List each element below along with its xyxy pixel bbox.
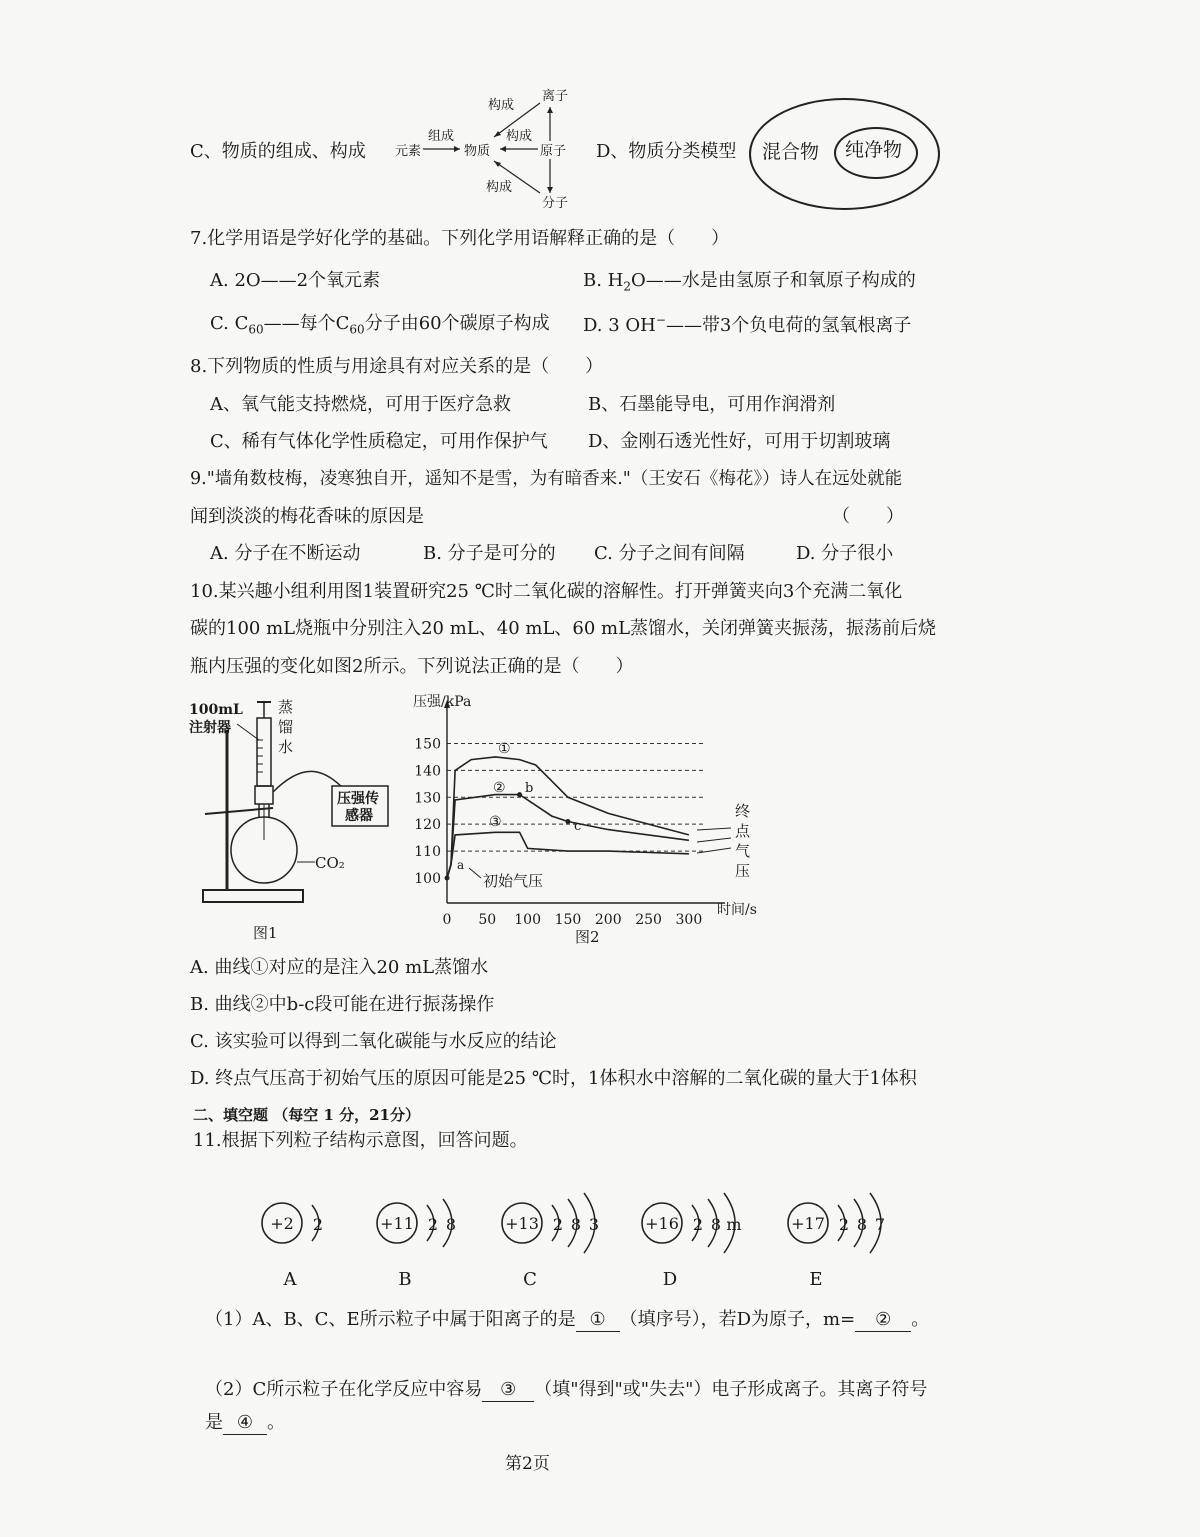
molecule-node: 分子 <box>542 196 569 211</box>
water-label-3: 水 <box>278 738 294 756</box>
electron-count: 2 <box>427 1215 439 1234</box>
q7-option-d: D. 3 OH−——带3个负电荷的氢氧根离子 <box>583 313 912 336</box>
q7-option-c: C. $C_{60}——$每个$C_{60}$分子由60个碳原子构成 <box>210 313 550 337</box>
q10-option-d: D. 终点气压高于初始气压的原因可能是25 ℃时，1体积水中溶解的二氧化碳的量大于1体积 <box>190 1068 917 1089</box>
q11-part1: （1）A、B、C、E所示粒子中属于阳离子的是 ① （填序号），若D为原子，m= ② 。 <box>205 1309 930 1330</box>
y-axis-label: 压强/kPa <box>413 694 472 710</box>
atom-diagram-B <box>377 1199 456 1290</box>
electron-count: 2 <box>838 1215 850 1234</box>
q9-option-d: D. 分子很小 <box>796 543 894 564</box>
q8-option-c: C、稀有气体化学性质稳定，可用作保护气 <box>210 431 548 452</box>
endpoint-label-1: 终 <box>735 802 751 820</box>
q7-option-b: B. $H_2O——$水是由氢原子和氧原子构成的 <box>583 270 916 294</box>
figure-2-caption: 图2 <box>575 928 600 946</box>
x-tick-label: 300 <box>675 912 703 928</box>
q11-stem: 11.根据下列粒子结构示意图，回答问题。 <box>193 1130 528 1151</box>
x-tick-label: 150 <box>554 912 582 928</box>
series-line-1 <box>447 757 689 878</box>
q9-option-b: B. 分子是可分的 <box>423 543 556 564</box>
construct-top-label: 构成 <box>488 98 515 113</box>
atom-diagram-E <box>788 1193 885 1290</box>
substance-node: 物质 <box>464 144 491 159</box>
curve-3-marker: ③ <box>489 814 502 830</box>
atom-diagram-C <box>502 1193 599 1290</box>
compose-label: 组成 <box>428 129 455 144</box>
x-tick-label: 200 <box>594 912 622 928</box>
figure-2-pressure-chart <box>405 688 785 948</box>
nucleus-charge: +11 <box>380 1214 414 1233</box>
q8-option-b: B、石墨能导电，可用作润滑剂 <box>588 394 836 415</box>
point-b-label: b <box>525 781 534 796</box>
point-a-marker <box>445 876 450 881</box>
answer-blank-2[interactable]: ② <box>855 1309 911 1332</box>
electron-count: 8 <box>710 1215 722 1234</box>
atom-node: 原子 <box>540 144 567 159</box>
q9-answer-paren: （ ） <box>832 506 904 527</box>
q7-stem: 7.化学用语是学好化学的基础。下列化学用语解释正确的是（ ） <box>190 228 730 249</box>
x-tick-label: 50 <box>478 912 497 928</box>
electron-count: 8 <box>570 1215 582 1234</box>
sensor-label-2: 感器 <box>345 808 373 824</box>
composition-diagram <box>390 85 590 215</box>
co2-label: CO₂ <box>315 854 345 872</box>
element-node: 元素 <box>395 144 422 159</box>
construct-bot-label: 构成 <box>486 180 513 195</box>
construct-mid-label: 构成 <box>506 129 533 144</box>
section-2-title: 二、填空题 （每空 1 分，21分） <box>193 1106 420 1124</box>
electron-count: 2 <box>552 1215 564 1234</box>
q8-option-a: A、氧气能支持燃烧，可用于医疗急救 <box>210 394 511 415</box>
q6-option-c-label: C、物质的组成、构成 <box>190 141 366 162</box>
q10-option-c: C. 该实验可以得到二氧化碳能与水反应的结论 <box>190 1031 557 1052</box>
endpoint-label-4: 压 <box>735 862 751 880</box>
figure-1-caption: 图1 <box>253 924 278 942</box>
q9-option-c: C. 分子之间有间隔 <box>594 543 745 564</box>
atom-letter-label: D <box>662 1269 678 1290</box>
initial-pressure-label: 初始气压 <box>483 872 544 890</box>
syringe-label-line2: 注射器 <box>189 720 231 736</box>
electron-count: 3 <box>588 1215 600 1234</box>
point-c-label: c <box>574 819 582 834</box>
q11-part2: （2）C所示粒子在化学反应中容易 ③ （填"得到"或"失去"）电子形成离子。其离子符号 <box>205 1379 928 1400</box>
atom-diagram-D <box>642 1193 742 1290</box>
y-tick-label: 100 <box>414 871 441 887</box>
atom-letter-label: E <box>809 1269 823 1290</box>
y-tick-label: 150 <box>414 736 441 753</box>
q10-stem-line1: 10.某兴趣小组利用图1装置研究25 ℃时二氧化碳的溶解性。打开弹簧夹向3个充满二氧化 <box>190 581 903 602</box>
nucleus-charge: +17 <box>791 1214 825 1233</box>
q7-option-a: A. 2O——2个氧元素 <box>210 270 381 291</box>
sensor-label-1: 压强传 <box>337 791 379 807</box>
y-tick-label: 140 <box>414 763 441 780</box>
electron-count: m <box>726 1215 742 1234</box>
x-tick-label: 0 <box>442 912 452 928</box>
atom-letter-label: A <box>283 1269 297 1290</box>
mixture-label: 混合物 <box>762 141 820 163</box>
q10-stem-line2: 碳的100 mL烧瓶中分别注入20 mL、40 mL、60 mL蒸馏水，关闭弹簧夹振荡，振荡前后烧 <box>190 618 937 639</box>
page-footer: 第2页 <box>505 1454 550 1474</box>
q6-option-d-label: D、物质分类模型 <box>596 141 737 162</box>
atom-letter-label: B <box>398 1269 412 1290</box>
electron-count: 2 <box>692 1215 704 1234</box>
q8-stem: 8.下列物质的性质与用途具有对应关系的是（ ） <box>190 356 604 377</box>
q10-stem-line3: 瓶内压强的变化如图2所示。下列说法正确的是（ ） <box>190 656 634 677</box>
q9-option-a: A. 分子在不断运动 <box>210 543 361 564</box>
pure-substance-label: 纯净物 <box>845 139 903 161</box>
q11-part2-cont: 是 ④ 。 <box>205 1412 285 1433</box>
figure-1-apparatus <box>185 690 405 950</box>
answer-blank-1[interactable]: ① <box>576 1309 620 1332</box>
x-tick-label: 250 <box>635 912 662 928</box>
answer-blank-4[interactable]: ④ <box>223 1412 267 1435</box>
q8-option-d: D、金刚石透光性好，可用于切割玻璃 <box>588 431 891 452</box>
nucleus-charge: +2 <box>270 1214 294 1233</box>
particle-structure-diagrams <box>230 1165 930 1295</box>
point-c-marker <box>565 819 570 824</box>
y-tick-label: 120 <box>414 817 441 834</box>
q9-stem-line1: 9."墙角数枝梅，凌寒独自开，遥知不是雪，为有暗香来."（王安石《梅花》）诗人在远处就能 <box>190 469 903 489</box>
q10-option-b: B. 曲线②中b-c段可能在进行振荡操作 <box>190 994 495 1015</box>
electron-count: 8 <box>445 1215 457 1234</box>
point-b-marker <box>517 792 522 797</box>
q10-option-a: A. 曲线①对应的是注入20 mL蒸馏水 <box>190 957 489 978</box>
electron-count: 8 <box>856 1215 868 1234</box>
y-tick-label: 130 <box>414 790 441 807</box>
x-axis-label: 时间/s <box>717 902 757 918</box>
x-tick-label: 100 <box>514 912 541 928</box>
atom-diagram-A <box>262 1203 323 1290</box>
endpoint-label-3: 气 <box>735 842 751 860</box>
point-a-label: a <box>457 858 465 872</box>
nucleus-charge: +13 <box>505 1214 539 1233</box>
electron-count: 7 <box>874 1215 886 1234</box>
curve-2-marker: ② <box>493 780 506 796</box>
electron-count: 2 <box>312 1215 324 1234</box>
water-label-2: 馏 <box>278 718 294 736</box>
ion-node: 离子 <box>542 89 569 104</box>
y-tick-label: 110 <box>414 844 441 861</box>
syringe-label-line1: 100mL <box>189 702 243 718</box>
atom-letter-label: C <box>523 1269 537 1290</box>
series-line-2 <box>447 795 689 878</box>
endpoint-label-2: 点 <box>735 822 751 840</box>
water-label-1: 蒸 <box>278 698 294 716</box>
nucleus-charge: +16 <box>645 1214 679 1233</box>
q9-stem-line2: 闻到淡淡的梅花香味的原因是 <box>190 506 424 527</box>
curve-1-marker: ① <box>498 741 511 757</box>
answer-blank-3[interactable]: ③ <box>482 1379 534 1402</box>
